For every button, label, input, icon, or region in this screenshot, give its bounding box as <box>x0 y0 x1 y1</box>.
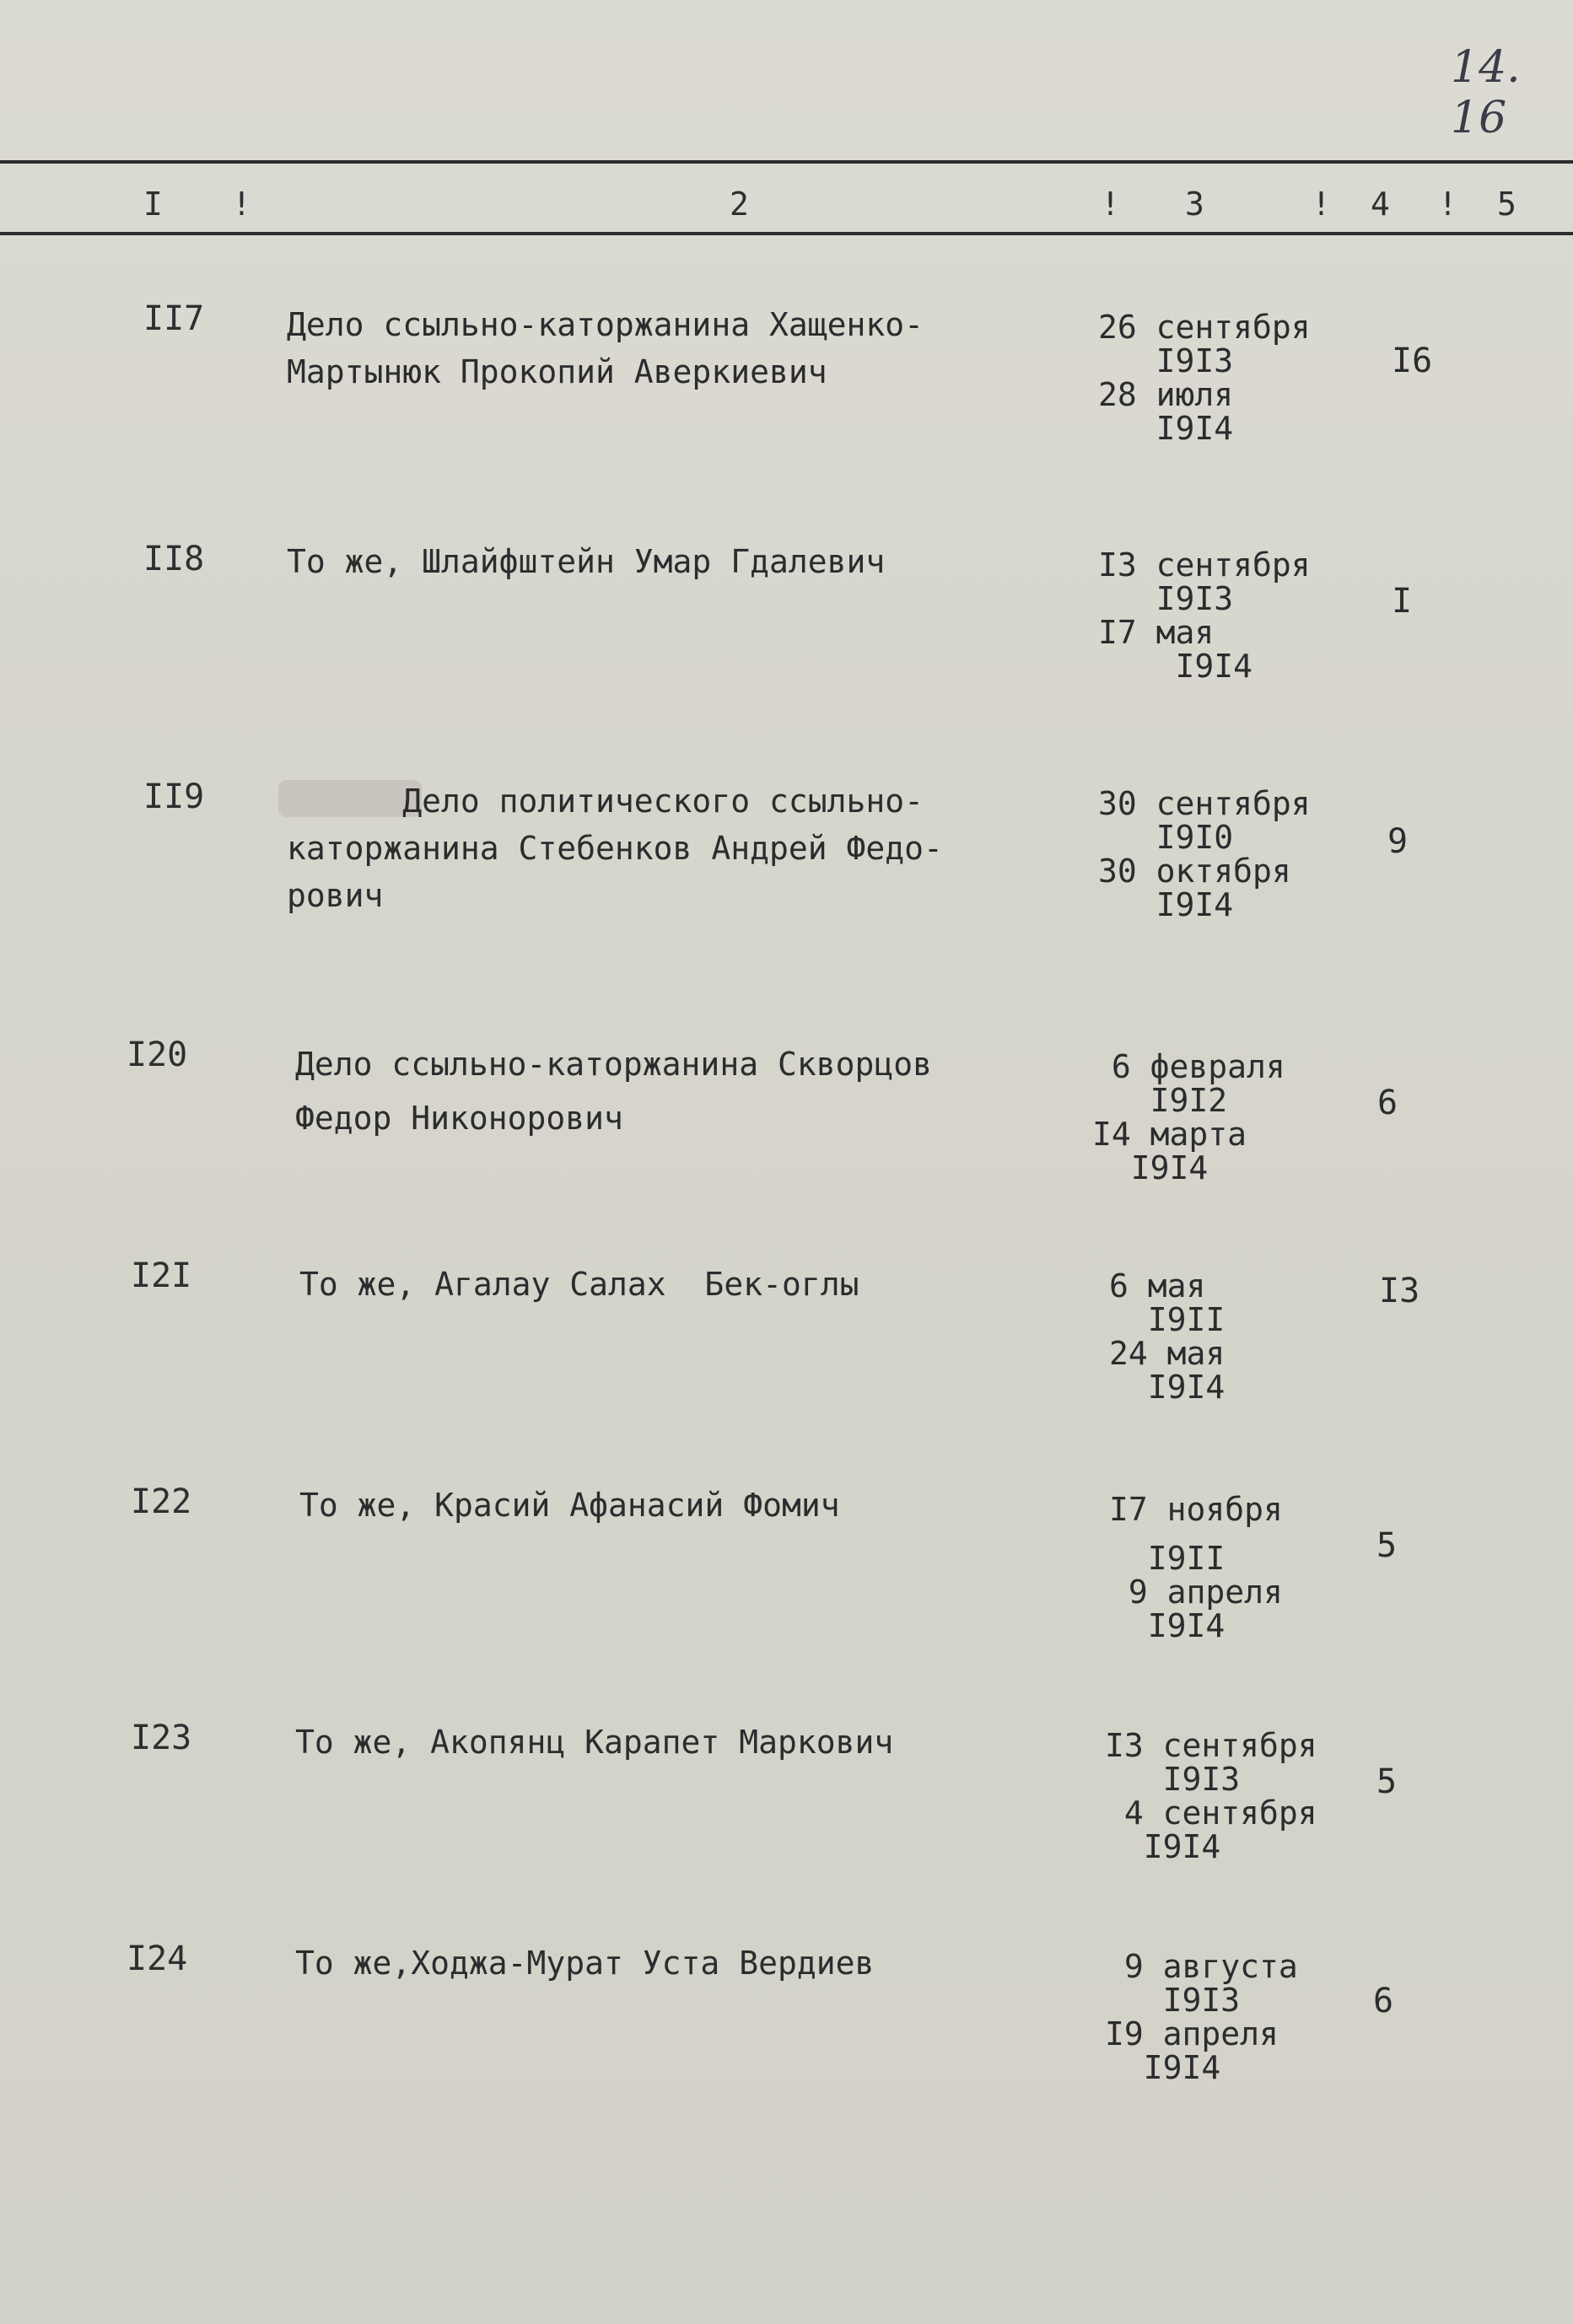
sheet-count: I3 <box>1379 1272 1420 1310</box>
date-line: 28 июля <box>1098 376 1234 413</box>
case-title-line: То же, Шлайфштейн Умар Гдалевич <box>287 543 886 580</box>
date-range <box>1109 1269 1225 1404</box>
date-range <box>1098 310 1311 445</box>
case-title <box>299 1261 859 1308</box>
case-title <box>299 1482 840 1529</box>
sheet-count: I6 <box>1392 342 1433 380</box>
column-separator: ! <box>232 186 251 223</box>
date-line: I9I3 <box>1098 342 1234 379</box>
case-title-line: Федор Никонорович <box>295 1100 623 1137</box>
date-line: I9 апреля <box>1105 2015 1279 2052</box>
row-number: I20 <box>127 1036 188 1074</box>
date-line: I9I4 <box>1098 410 1234 447</box>
date-line: I9I4 <box>1098 886 1234 923</box>
row-number: I24 <box>127 1939 188 1978</box>
column-header-5: 5 <box>1497 186 1516 223</box>
date-line: 24 мая <box>1109 1335 1226 1372</box>
date-line: I9I0 <box>1098 819 1234 856</box>
date-line: I9I4 <box>1092 1149 1209 1186</box>
case-title <box>295 1719 893 1766</box>
case-title-line: То же, Красий Афанасий Фомич <box>299 1487 840 1524</box>
case-title-line: каторжанина Стебенков Андрей Федо- <box>287 830 943 867</box>
date-line: I9I4 <box>1105 1828 1221 1865</box>
column-separator: ! <box>1312 186 1331 223</box>
column-separator: ! <box>1438 186 1457 223</box>
case-title-line: То же,Ходжа-Мурат Уста Вердиев <box>295 1945 875 1982</box>
case-title <box>287 777 943 919</box>
row-number: II8 <box>143 540 205 578</box>
date-range <box>1105 1950 1298 2085</box>
header-top-rule <box>0 160 1573 164</box>
row-number: II9 <box>143 777 205 816</box>
case-title <box>287 538 885 585</box>
date-line: 30 сентября <box>1098 785 1311 822</box>
date-line: I9I4 <box>1098 648 1253 685</box>
date-line: 9 августа <box>1105 1948 1298 1985</box>
header-bottom-rule <box>0 232 1573 235</box>
row-number: I2I <box>131 1256 192 1295</box>
date-line: 30 октября <box>1098 853 1291 890</box>
date-range <box>1098 548 1311 683</box>
date-line: 6 мая <box>1109 1267 1206 1305</box>
date-line: 6 февраля <box>1092 1048 1285 1085</box>
sheet-count: 6 <box>1373 1982 1394 2020</box>
case-title-line: Дело политического ссыльно- <box>287 783 924 820</box>
case-title-line: Мартынюк Прокопий Аверкиевич <box>287 353 827 390</box>
sheet-count: 5 <box>1376 1762 1398 1801</box>
case-title-line: Дело ссыльно-каторжанина Хащенко- <box>287 306 924 343</box>
case-title-line: То же, Агалау Салах Бек-оглы <box>299 1266 859 1303</box>
date-line: 4 сентября <box>1105 1794 1317 1832</box>
date-line: I9II <box>1109 1540 1226 1577</box>
sheet-count: 5 <box>1376 1526 1398 1565</box>
date-line: I9I3 <box>1098 580 1234 617</box>
case-title-line: То же, Акопянц Карапет Маркович <box>295 1724 894 1761</box>
date-line: I9I3 <box>1105 1982 1241 2019</box>
date-line: I7 ноября <box>1109 1491 1283 1528</box>
row-number: I22 <box>131 1482 192 1521</box>
date-line: I9I4 <box>1105 2049 1221 2086</box>
date-line: 26 сентября <box>1098 309 1311 346</box>
date-line: I9I4 <box>1109 1369 1226 1406</box>
date-line: I7 мая <box>1098 614 1215 651</box>
date-range <box>1109 1493 1283 1643</box>
sheet-number-note: 14. 16 <box>1451 42 1521 143</box>
date-line: I3 сентября <box>1098 546 1311 584</box>
date-line: 9 апреля <box>1109 1574 1283 1611</box>
date-range <box>1105 1729 1317 1864</box>
case-title <box>295 1939 874 1987</box>
case-title-line: рович <box>287 877 384 914</box>
column-header-1: I <box>143 186 163 223</box>
row-number: II7 <box>143 299 205 338</box>
date-range <box>1092 1050 1285 1185</box>
sheet-count: I <box>1392 582 1413 621</box>
case-title-line: Дело ссыльно-каторжанина Скворцов <box>295 1046 932 1083</box>
sheet-count: 9 <box>1387 822 1409 861</box>
case-title <box>287 301 924 395</box>
date-line: I9I4 <box>1109 1607 1226 1644</box>
column-header-2: 2 <box>730 186 749 223</box>
column-separator: ! <box>1101 186 1120 223</box>
column-header-3: 3 <box>1185 186 1204 223</box>
column-header-4: 4 <box>1371 186 1390 223</box>
date-line: I3 сентября <box>1105 1727 1317 1764</box>
date-line: I9I3 <box>1105 1761 1241 1798</box>
row-number: I23 <box>131 1719 192 1757</box>
date-range <box>1098 787 1311 922</box>
case-title <box>295 1037 932 1145</box>
date-line: I9I2 <box>1092 1082 1228 1119</box>
sheet-count: 6 <box>1377 1084 1398 1122</box>
date-line: I9II <box>1109 1301 1226 1338</box>
date-line: I4 марта <box>1092 1116 1247 1153</box>
